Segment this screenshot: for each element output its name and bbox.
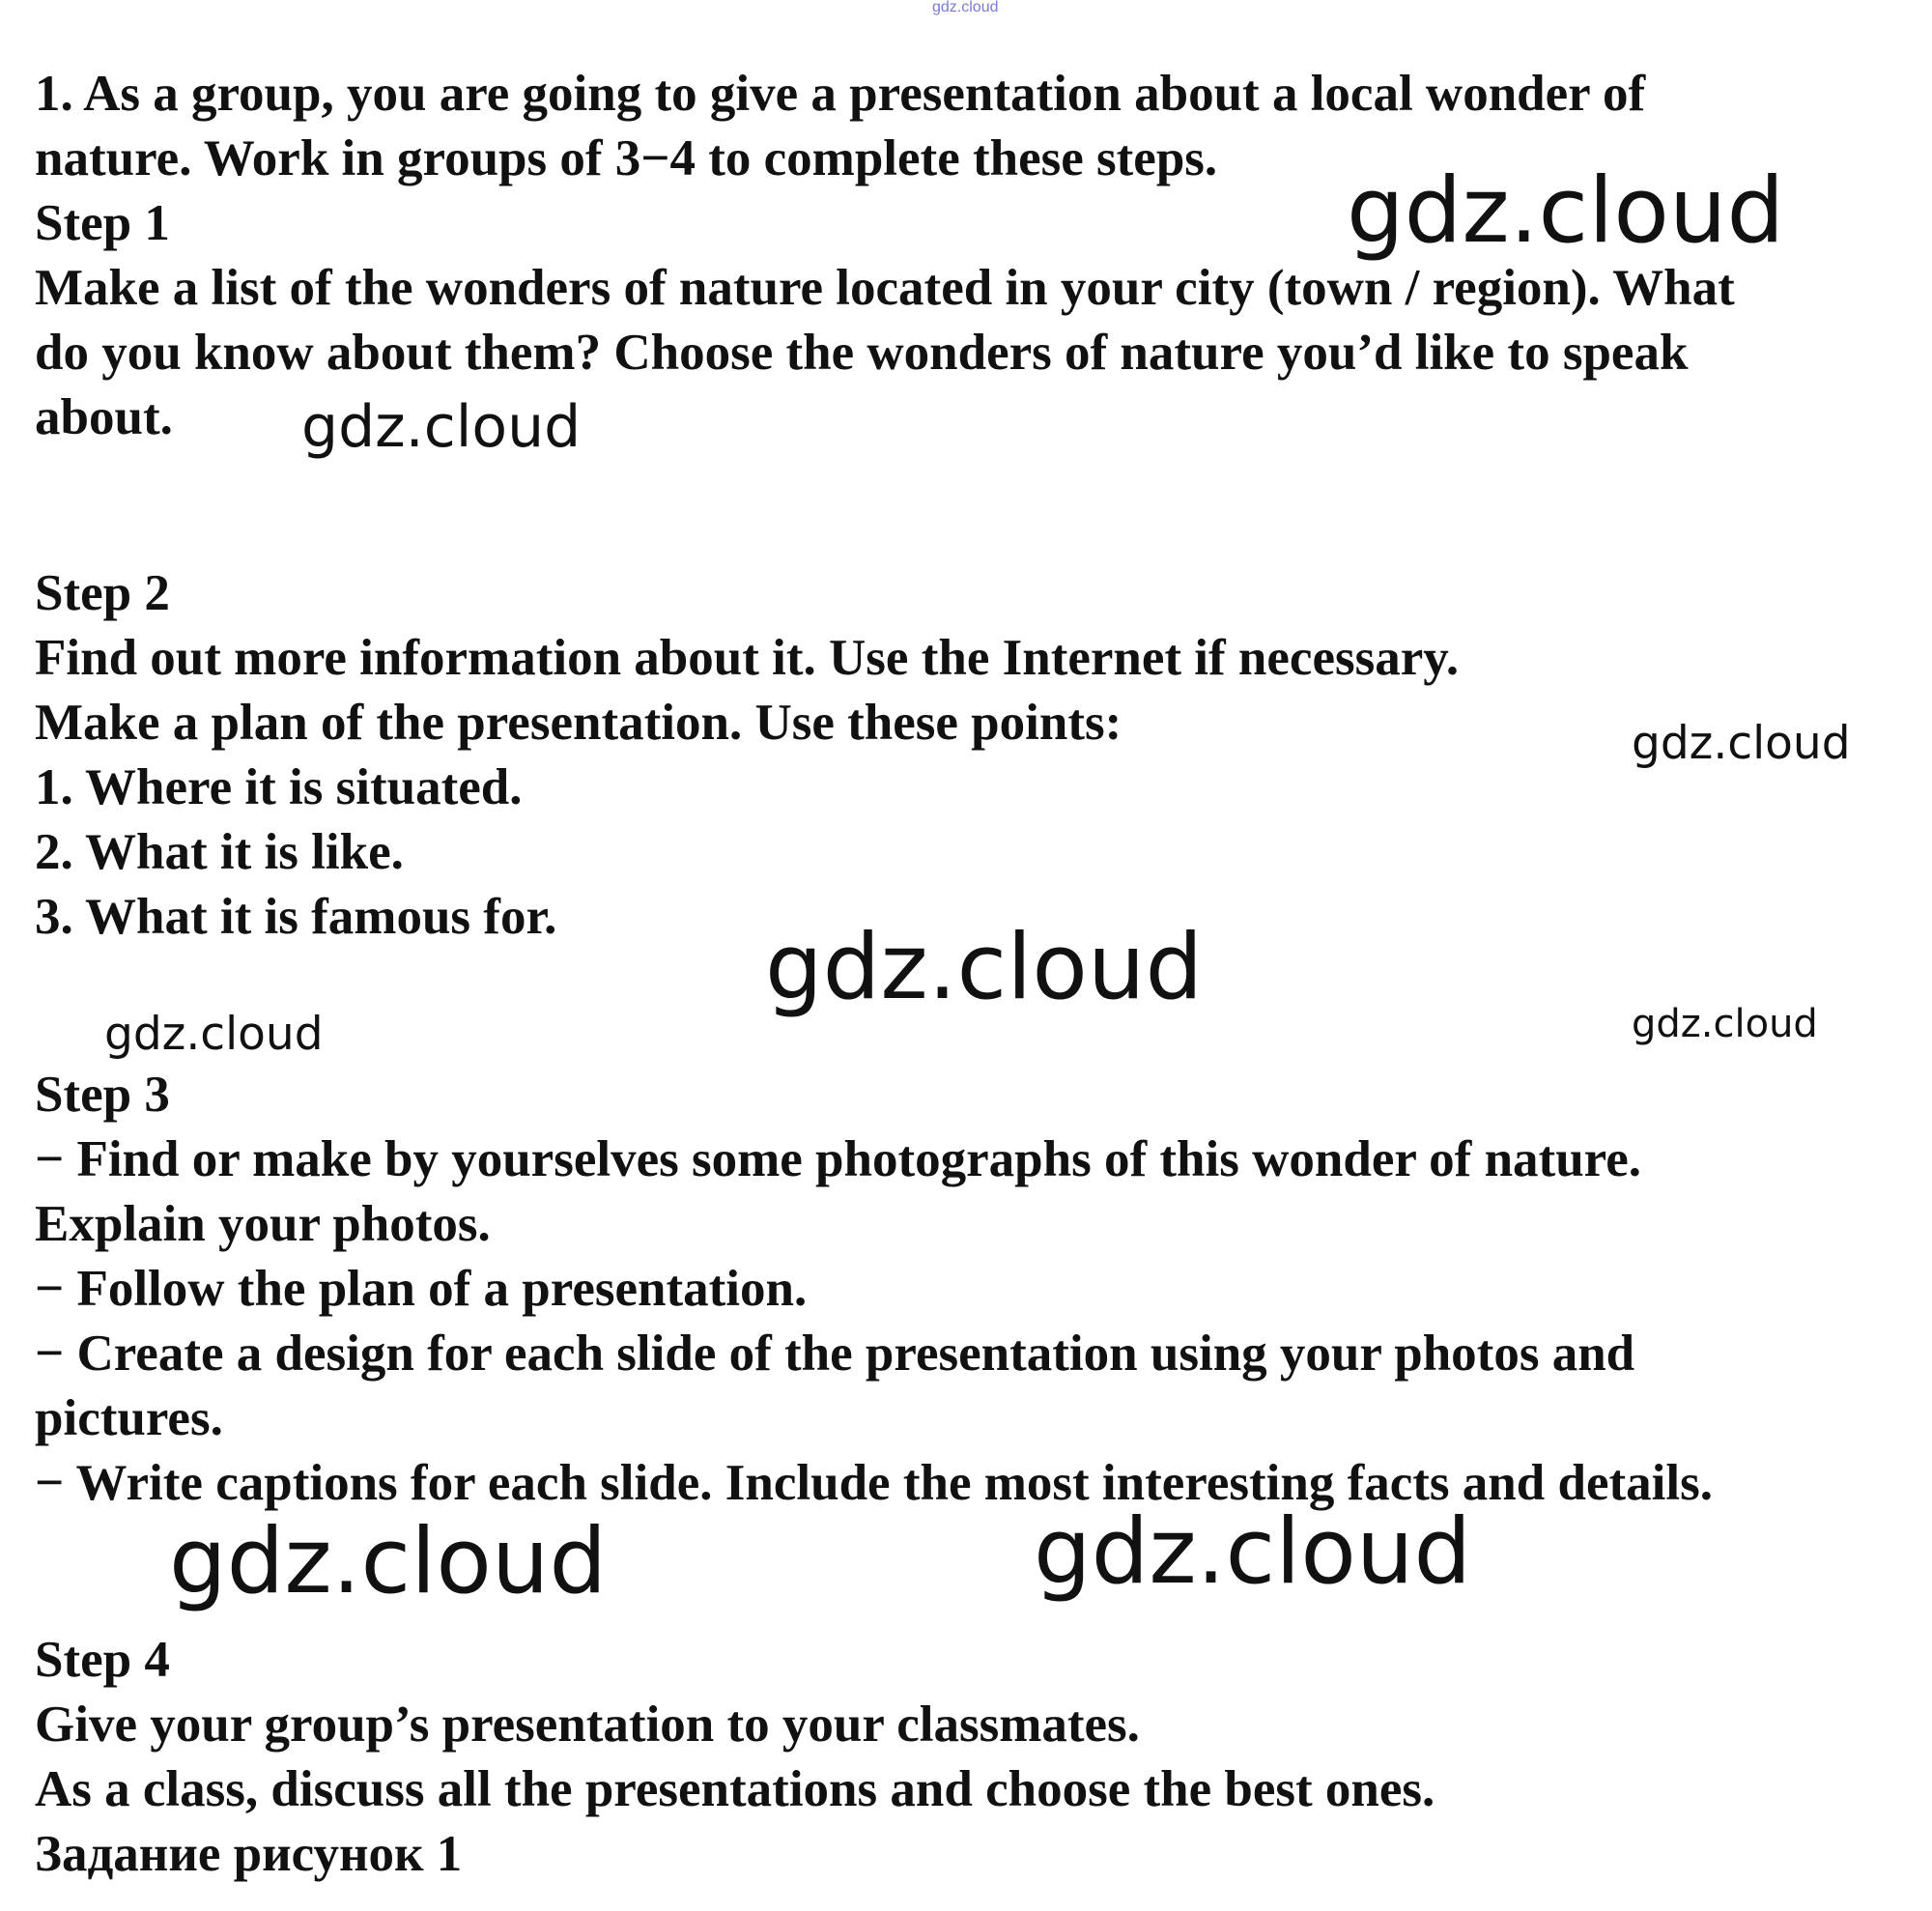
step4-line-1: Give your group’s presentation to your classmates.: [35, 1697, 1140, 1753]
step1-line-3: about.: [35, 389, 173, 445]
watermark-6: gdz.cloud: [1632, 1002, 1818, 1046]
watermark-3: gdz.cloud: [1632, 717, 1851, 770]
watermark-top: gdz.cloud: [932, 0, 999, 15]
step2-point-1: 1. Where it is situated.: [35, 759, 523, 815]
step3-line-6: − Write captions for each slide. Include the most interesting facts and details.: [35, 1455, 1713, 1511]
task-intro-line-1: 1. As a group, you are going to give a presentation about a local wonder of: [35, 66, 1646, 122]
step1-heading: Step 1: [35, 195, 170, 251]
watermark-1: gdz.cloud: [1347, 158, 1785, 264]
caption-figure: Задание рисунок 1: [35, 1826, 463, 1882]
watermark-2: gdz.cloud: [301, 393, 582, 461]
step3-line-1: − Find or make by yourselves some photographs of this wonder of nature.: [35, 1131, 1642, 1187]
step3-line-3: − Follow the plan of a presentation.: [35, 1261, 808, 1317]
step1-line-1: Make a list of the wonders of nature located in your city (town / region). What: [35, 260, 1735, 316]
step4-heading: Step 4: [35, 1632, 170, 1688]
step2-heading: Step 2: [35, 565, 170, 621]
watermark-7: gdz.cloud: [169, 1509, 608, 1614]
step3-line-2: Explain your photos.: [35, 1196, 491, 1252]
watermark-4: gdz.cloud: [765, 915, 1204, 1020]
step1-line-2: do you know about them? Choose the wonders of nature you’d like to speak: [35, 325, 1689, 381]
step3-line-5: pictures.: [35, 1390, 223, 1446]
step2-point-2: 2. What it is like.: [35, 824, 404, 880]
step2-line-2: Make a plan of the presentation. Use these points:: [35, 695, 1122, 751]
step2-point-3: 3. What it is famous for.: [35, 889, 557, 945]
step2-line-1: Find out more information about it. Use the Internet if necessary.: [35, 630, 1460, 686]
watermark-8: gdz.cloud: [1034, 1499, 1472, 1605]
step4-line-2: As a class, discuss all the presentations and choose the best ones.: [35, 1761, 1435, 1817]
task-intro-line-2: nature. Work in groups of 3−4 to complete these steps.: [35, 130, 1218, 186]
step3-line-4: − Create a design for each slide of the presentation using your photos and: [35, 1326, 1635, 1382]
step3-heading: Step 3: [35, 1067, 170, 1123]
watermark-5: gdz.cloud: [104, 1008, 324, 1061]
